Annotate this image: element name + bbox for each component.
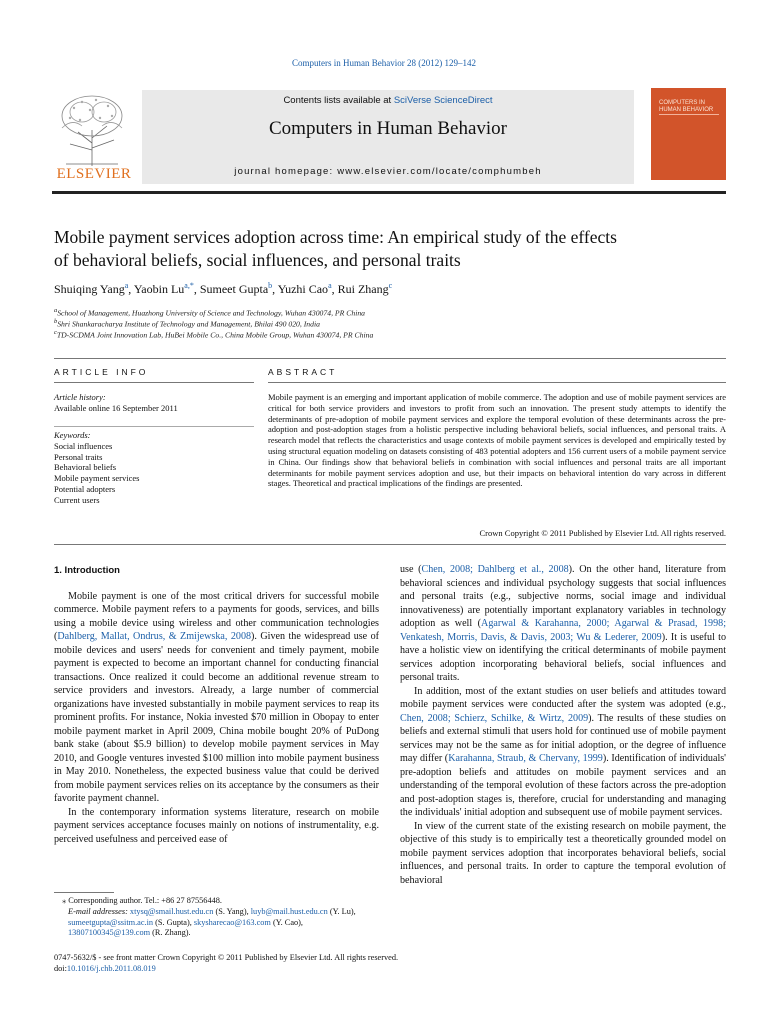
affiliation: $^b$Shri Shankaracharya Institute of Technology and Management, Bhilai 490 020, India <box>54 318 320 329</box>
article-title <box>54 226 724 272</box>
keyword: Mobile payment services <box>54 473 140 484</box>
citation-link[interactable]: Chen, 2008; Schierz, Schilke, & Wirtz, 2009 <box>400 712 589 724</box>
email-link[interactable]: xtysq@smail.hust.edu.cn <box>129 906 214 916</box>
keyword: Personal traits <box>54 451 103 462</box>
paragraph: In the contemporary information systems literature, research on mobile payment services acceptance focuses mainly on notions of instrumentality, e.g. perceived usefulness and perceived ease of <box>54 806 379 845</box>
author-name: Yaobin Lu <box>133 282 185 296</box>
doi-link[interactable]: 10.1016/j.chb.2011.08.019 <box>66 964 156 973</box>
author-affiliation-mark[interactable]: a <box>124 281 129 290</box>
doi-line: doi:10.1016/j.chb.2011.08.019 <box>54 964 156 973</box>
sciencedirect-link[interactable]: SciVerse ScienceDirect <box>393 95 493 106</box>
section-rule <box>54 358 726 359</box>
issn-line: 0747-5632/$ - see front matter Crown Copyright © 2011 Published by Elsevier Ltd. All rights reserved. <box>54 953 399 962</box>
email-addresses: E-mail addresses: xtysq@smail.hust.edu.cn (S. Yang), luyb@mail.hust.edu.cn (Y. Lu), sumeetgupta@ssitm.ac.in (S. Gupta), skysharecao@163.com (Y. Cao), 13807100345@139.com (R. Zhang). <box>68 906 356 938</box>
email-link[interactable]: luyb@mail.hust.edu.cn <box>250 906 328 916</box>
author-name: Yuzhi Cao <box>277 282 329 296</box>
contents-line <box>142 95 634 106</box>
contents-prefix: Contents lists available at <box>283 95 394 106</box>
keywords-label: Keywords: <box>54 430 91 440</box>
author-name: Sumeet Gupta <box>199 282 269 296</box>
author-name: Rui Zhang <box>337 282 389 296</box>
footnote-rule <box>54 892 114 893</box>
history-value: Available online 16 September 2011 <box>54 402 178 413</box>
email-link[interactable]: skysharecao@163.com <box>193 917 271 927</box>
author-affiliation-mark[interactable]: a <box>328 281 332 290</box>
citation-link[interactable]: Chen, 2008; Dahlberg et al., 2008 <box>421 564 569 575</box>
author-affiliation-mark[interactable]: c <box>388 281 393 290</box>
email-link[interactable]: 13807100345@139.com <box>68 928 151 938</box>
journal-name: Computers in Human Behavior <box>269 118 507 139</box>
author-list: Shuiqing Yang$^a$, Yaobin $Lu^{a,*}$, Sumeet Gupta$^b$, Yuzhi Cao$^a$, Rui Zhang$^c$ <box>54 281 393 296</box>
abstract-heading: ABSTRACT <box>268 367 338 377</box>
article-info-heading: ARTICLE INFO <box>54 367 149 377</box>
title-line-2: of behavioral beliefs, social influences, and personal traits <box>54 250 461 270</box>
citation-link[interactable]: Karahanna, Straub, & Chervany, 1999 <box>448 753 603 764</box>
cover-title: COMPUTERS IN HUMAN BEHAVIOR <box>659 100 714 113</box>
author-affiliation-mark[interactable]: b <box>268 281 273 290</box>
header-rule <box>52 191 726 194</box>
body-column-right <box>400 563 726 887</box>
affiliation: $^a$School of Management, Huazhong University of Science and Technology, Wuhan 430074, PR China <box>54 307 366 318</box>
author-name: Shuiqing Yang <box>54 282 125 296</box>
keywords-rule <box>54 426 254 427</box>
elsevier-logo-text: ELSEVIER <box>56 166 132 182</box>
keyword: Current users <box>54 494 100 505</box>
section-rule <box>54 544 726 545</box>
section-heading-introduction: 1. Introduction <box>54 565 120 576</box>
keyword: Potential adopters <box>54 483 116 494</box>
keyword: Behavioral beliefs <box>54 462 117 473</box>
history-label: Article history: <box>54 392 106 402</box>
paragraph: In addition, most of the extant studies on user beliefs and attitudes toward mobile payment services were conducted after the system was adopted (e.g., Chen, 2008; Schierz, Schilke, & Wirtz, 2009). The results of these studies on beliefs and external stimuli that users hold for continued use of mobile payment services may not be the same as for initial adoption, or the degree of influence may differ (Karahanna, Straub, & Chervany, 1999). Identification of individuals' pre-adoption beliefs and attitudes on mobile payment services and an understanding of the temporal evolution of these factors across the pre-adoption and post-adoption stages is, therefore, crucial for understanding and managing the individuals' initial adoption and subsequent use of mobile payment services. <box>400 685 727 818</box>
footnotes <box>54 896 379 939</box>
author-affiliation-mark[interactable]: a,* <box>184 281 194 290</box>
keyword: Social influences <box>54 440 113 451</box>
paragraph: In view of the current state of the existing research on mobile payment, the objective of this study is to empirically test a theoretically grounded model on mobile payment services adoption that incorporates behavioral beliefs, social influences, and personal traits. In order to capture the temporal evolution of behavioral <box>400 820 726 886</box>
journal-homepage[interactable]: journal homepage: www.elsevier.com/locate/comphumbeh <box>234 166 542 177</box>
keywords-block <box>54 430 254 506</box>
abstract-copyright: Crown Copyright © 2011 Published by Elsevier Ltd. All rights reserved. <box>479 528 726 538</box>
title-line-1: Mobile payment services adoption across time: An empirical study of the effects <box>54 227 617 247</box>
citation-link[interactable]: Dahlberg, Mallat, Ondrus, & Zmijewska, 2008 <box>57 631 252 642</box>
body-column-left <box>54 564 379 846</box>
affiliation: $^c$TD-SCDMA Joint Innovation Lab, HuBei Mobile Co., China Mobile Group, Wuhan 430074, PR China <box>54 329 374 340</box>
paragraph: Mobile payment is one of the most critical drivers for successful mobile commerce. Mobile payment refers to a payments for goods, services, and bills using a mobile device using wireless and other communication technologies (Dahlberg, Mallat, Ondrus, & Zmijewska, 2008). Given the widespread use of mobile devices and users' needs for convenient and timely payment, mobile payment is expected to become an important channel for conducting financial transactions. Once realized it could become an additional revenue stream to service providers and investors. Already, a large number of commercial organizations have invested substantially in mobile payment services to reap its prominent profits. For instance, Nokia invested $70 million in Obopay to enter mobile payment market in April 2009, China mobile bought 20% of PuDong bank stake (about $5.9 billion) to develop mobile payment services in May 2010, and Google ventures invested $100 million into mobile payment business in May 2010. Nonetheless, the expected business value that could be derived from mobile payment services relies on its acceptance by the consumers as their favorite payment channel. <box>54 590 380 804</box>
article-history <box>54 392 254 414</box>
corresponding-author-note: ⁎ Corresponding author. Tel.: +86 27 87556448. <box>62 896 222 905</box>
citation-link[interactable]: Agarwal & Karahanna, 2000; Agarwal & Prasad, 1998; Venkatesh, Morris, Davis, & Davis, 2003; Wu & Lederer, 2009 <box>400 618 727 643</box>
journal-citation[interactable]: Computers in Human Behavior 28 (2012) 129–142 <box>292 58 476 68</box>
front-matter <box>54 952 726 974</box>
article-info-rule <box>54 382 254 383</box>
abstract-rule <box>268 382 726 383</box>
email-link[interactable]: sumeetgupta@ssitm.ac.in <box>68 917 154 927</box>
paragraph: use (Chen, 2008; Dahlberg et al., 2008). On the other hand, literature from behavioral sciences and individual psychology suggests that social influences and personal traits (e.g., subjective norms, social image and individual innovativeness) are potentially important explanatory variables in technology adoption as well (Agarwal & Karahanna, 2000; Agarwal & Prasad, 1998; Venkatesh, Morris, Davis, & Davis, 2003; Wu & Lederer, 2009). It is useful to have a holistic view on identifying the critical determinants of mobile payment services adoption incorporating behavioral beliefs, social influences and personal traits. <box>400 564 727 683</box>
cover-divider <box>659 114 719 115</box>
abstract-text: Mobile payment is an emerging and important application of mobile commerce. The adoption and use of mobile payment services are critical for both service providers and investors to profit from such an innovation. The present study attempts to identify the determinants of pre-adoption of mobile payment services and explore the temporal evolution of these determinants across the pre-adoption and post-adoption stages from a holistic perspective including behavioral beliefs, social influences, and personal traits. A research model that reflects the characteristics and usage contexts of mobile payment services is developed and empirically tested by using structural equation modeling on datasets consisting of 483 potential adopters and 156 current users of a mobile payment service in China. Our findings show that behavioral beliefs in combination with social influences and personal traits are all important determinants for mobile payment services adoption and use, but their impacts on behavioral intention do vary across in different stages. Theoretical and practical implications of the findings are presented. <box>268 392 726 489</box>
